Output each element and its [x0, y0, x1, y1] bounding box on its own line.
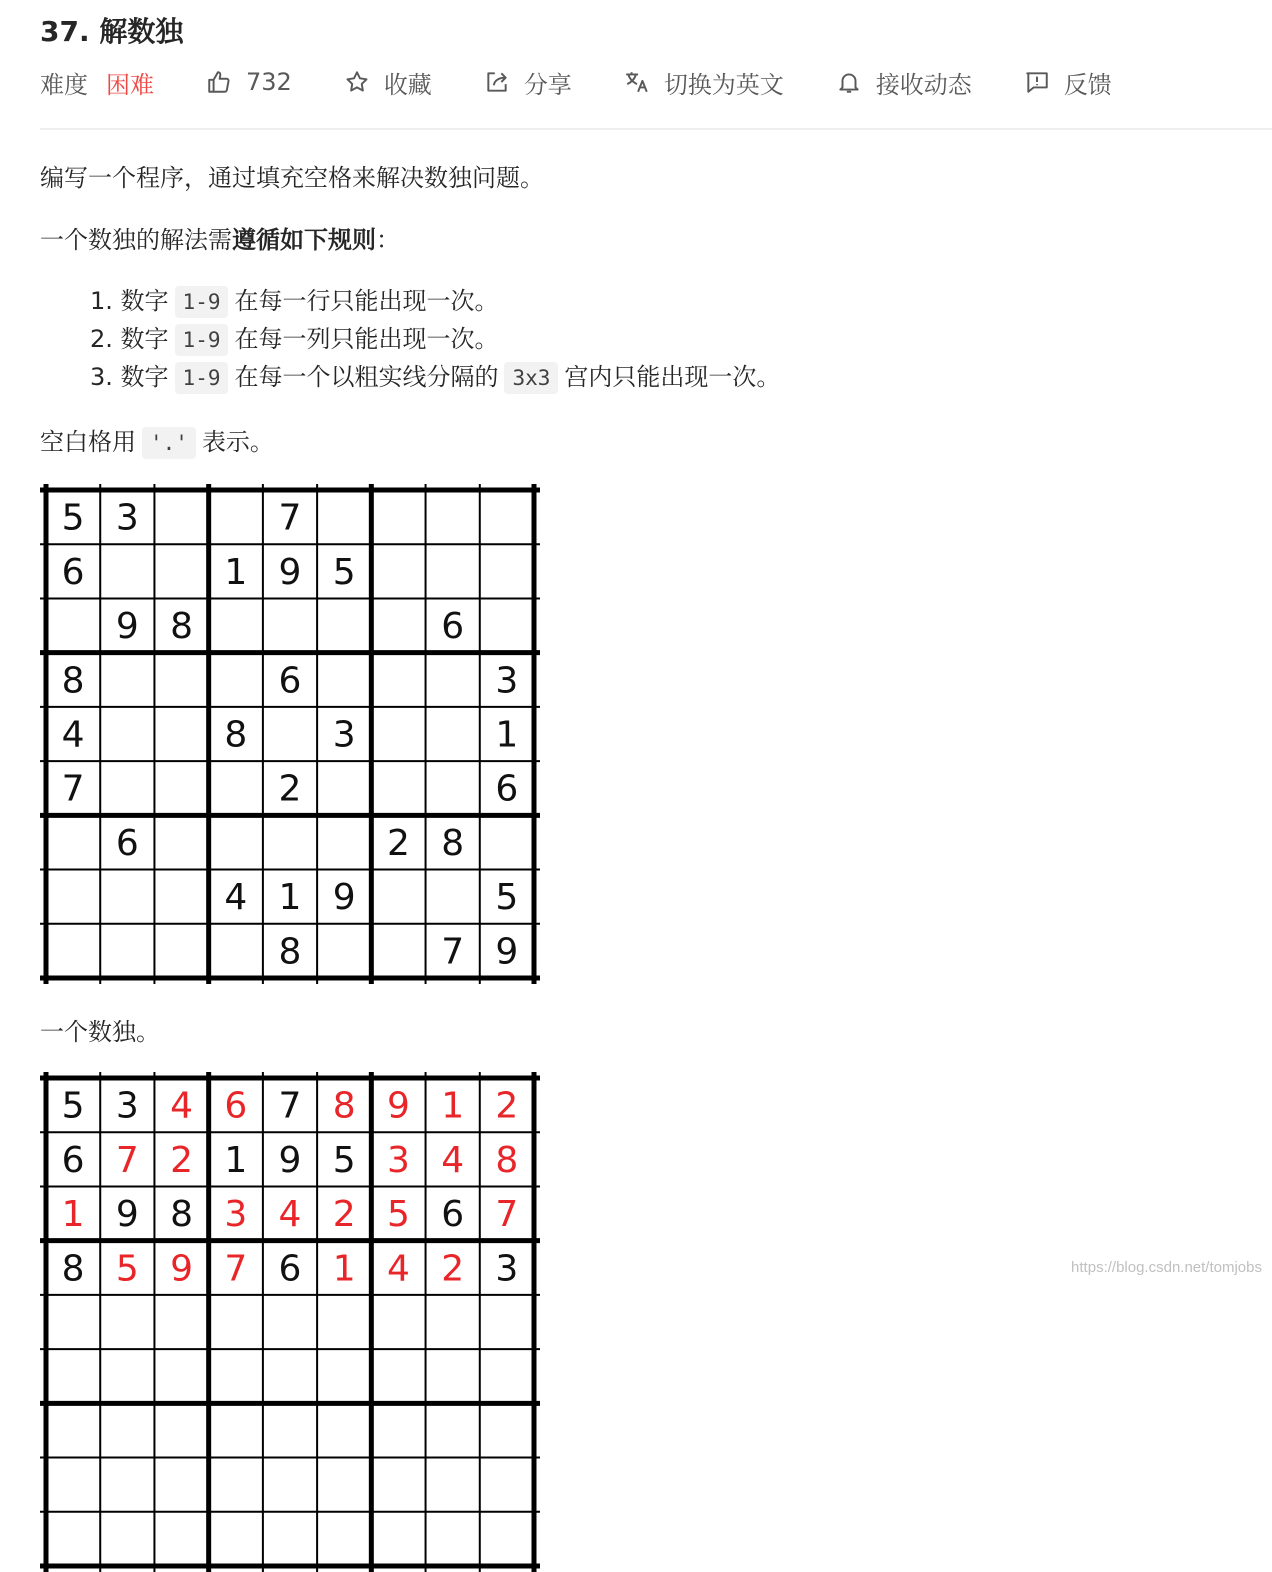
sudoku-digit: 4: [170, 1085, 194, 1127]
sudoku-digit: 8: [332, 1085, 356, 1127]
problem-meta-bar: [40, 64, 1164, 100]
sudoku-solution-image: [40, 1072, 540, 1572]
share-label: 分享: [523, 70, 572, 99]
list-item: 3. 数字 1-9 在每一个以粗实线分隔的 3x3 宫内只能出现一次。: [90, 358, 780, 396]
sudoku-digit: 9: [170, 1248, 194, 1290]
like-count: 732: [246, 68, 292, 96]
sudoku-digit: 6: [224, 1085, 248, 1127]
share-icon: [484, 69, 510, 95]
list-item: 1. 数字 1-9 在每一行只能出现一次。: [90, 282, 780, 320]
translate-button[interactable]: [624, 65, 784, 100]
description-intro: 编写一个程序，通过填充空格来解决数独问题。: [40, 164, 544, 192]
sudoku-digit: 6: [495, 768, 519, 810]
sudoku-digit: 9: [386, 1085, 410, 1127]
sudoku-digit: 4: [224, 877, 248, 919]
sudoku-digit: 9: [332, 877, 356, 919]
sudoku-digit: 1: [441, 1085, 465, 1127]
sudoku-digit: 3: [332, 714, 356, 756]
divider: [40, 128, 1272, 130]
inline-code: 3x3: [504, 362, 558, 394]
sudoku-digit: 4: [278, 1194, 302, 1236]
sudoku-digit: 7: [224, 1248, 248, 1290]
sudoku-digit: 7: [278, 1085, 302, 1127]
sudoku-digit: 8: [224, 714, 248, 756]
subscribe-label: 接收动态: [875, 70, 972, 99]
sudoku-digit: 2: [278, 768, 302, 810]
favorite-button[interactable]: [344, 65, 432, 100]
difficulty-label: 难度: [40, 70, 88, 99]
sudoku-digit: 2: [332, 1194, 356, 1236]
sudoku-digit: 3: [386, 1139, 410, 1181]
sudoku-digit: 5: [61, 1085, 85, 1127]
sudoku-digit: 1: [332, 1248, 356, 1290]
blank-cell-note: 空白格用 '.' 表示。: [40, 422, 274, 457]
sudoku-digit: 6: [278, 660, 302, 702]
sudoku-digit: 6: [115, 822, 139, 864]
subscribe-button[interactable]: [836, 65, 972, 100]
sudoku-digit: 6: [441, 606, 465, 648]
feedback-icon: [1024, 69, 1050, 95]
favorite-label: 收藏: [383, 70, 432, 99]
sudoku-digit: 1: [224, 1139, 248, 1181]
sudoku-digit: 9: [495, 931, 519, 973]
rules-list: [90, 282, 780, 396]
rule-suffix: ：: [376, 226, 400, 254]
feedback-label: 反馈: [1063, 70, 1112, 99]
inline-code: '.': [142, 427, 196, 459]
sudoku-digit: 2: [170, 1139, 194, 1181]
sudoku-digit: 3: [495, 1248, 519, 1290]
sudoku-digit: 7: [115, 1139, 139, 1181]
puzzle-caption: 一个数独。: [40, 1018, 160, 1046]
sudoku-digit: 8: [61, 1248, 85, 1290]
sudoku-digit: 5: [386, 1194, 410, 1236]
problem-title: 37. 解数独: [40, 15, 184, 48]
watermark: https://blog.csdn.net/tomjobs: [1071, 1259, 1262, 1276]
sudoku-digit: 3: [115, 1085, 139, 1127]
sudoku-digit: 9: [115, 1194, 139, 1236]
translate-icon: [624, 69, 650, 95]
sudoku-digit: 8: [441, 822, 465, 864]
inline-code: 1-9: [175, 286, 229, 318]
sudoku-digit: 6: [61, 551, 85, 593]
rule-bold: 遵循如下规则: [232, 226, 376, 254]
sudoku-digit: 5: [332, 551, 356, 593]
sudoku-digit: 6: [61, 1139, 85, 1181]
sudoku-puzzle-image: [40, 484, 540, 984]
sudoku-digit: 5: [332, 1139, 356, 1181]
sudoku-digit: 6: [278, 1248, 302, 1290]
sudoku-digit: 8: [61, 660, 85, 702]
sudoku-digit: 1: [495, 714, 519, 756]
list-item: 2. 数字 1-9 在每一列只能出现一次。: [90, 320, 780, 358]
sudoku-digit: 7: [61, 768, 85, 810]
sudoku-digit: 2: [441, 1248, 465, 1290]
sudoku-digit: 8: [495, 1139, 519, 1181]
share-button[interactable]: [484, 65, 572, 100]
sudoku-digit: 8: [278, 931, 302, 973]
sudoku-digit: 8: [170, 1194, 194, 1236]
sudoku-digit: 1: [224, 551, 248, 593]
bell-icon: [836, 69, 862, 95]
sudoku-digit: 4: [386, 1248, 410, 1290]
sudoku-digit: 9: [278, 551, 302, 593]
sudoku-digit: 7: [495, 1194, 519, 1236]
inline-code: 1-9: [175, 362, 229, 394]
description-rule-line: [40, 220, 400, 255]
sudoku-digit: 8: [170, 606, 194, 648]
sudoku-digit: 6: [441, 1194, 465, 1236]
translate-label: 切换为英文: [663, 70, 784, 99]
sudoku-digit: 5: [61, 497, 85, 539]
rule-prefix: 一个数独的解法需: [40, 226, 232, 254]
sudoku-digit: 1: [278, 877, 302, 919]
sudoku-digit: 7: [441, 931, 465, 973]
sudoku-digit: 9: [115, 606, 139, 648]
sudoku-digit: 3: [115, 497, 139, 539]
inline-code: 1-9: [175, 324, 229, 356]
sudoku-digit: 5: [495, 877, 519, 919]
sudoku-digit: 1: [61, 1194, 85, 1236]
thumbs-up-icon: [206, 69, 232, 95]
sudoku-digit: 4: [61, 714, 85, 756]
like-button[interactable]: [206, 68, 292, 96]
sudoku-digit: 7: [278, 497, 302, 539]
feedback-button[interactable]: [1024, 65, 1112, 100]
difficulty-value: 困难: [106, 70, 154, 99]
sudoku-digit: 2: [386, 822, 410, 864]
sudoku-digit: 3: [495, 660, 519, 702]
sudoku-digit: 2: [495, 1085, 519, 1127]
sudoku-digit: 9: [278, 1139, 302, 1181]
sudoku-digit: 3: [224, 1194, 248, 1236]
star-icon: [344, 69, 370, 95]
sudoku-digit: 5: [115, 1248, 139, 1290]
sudoku-digit: 4: [441, 1139, 465, 1181]
